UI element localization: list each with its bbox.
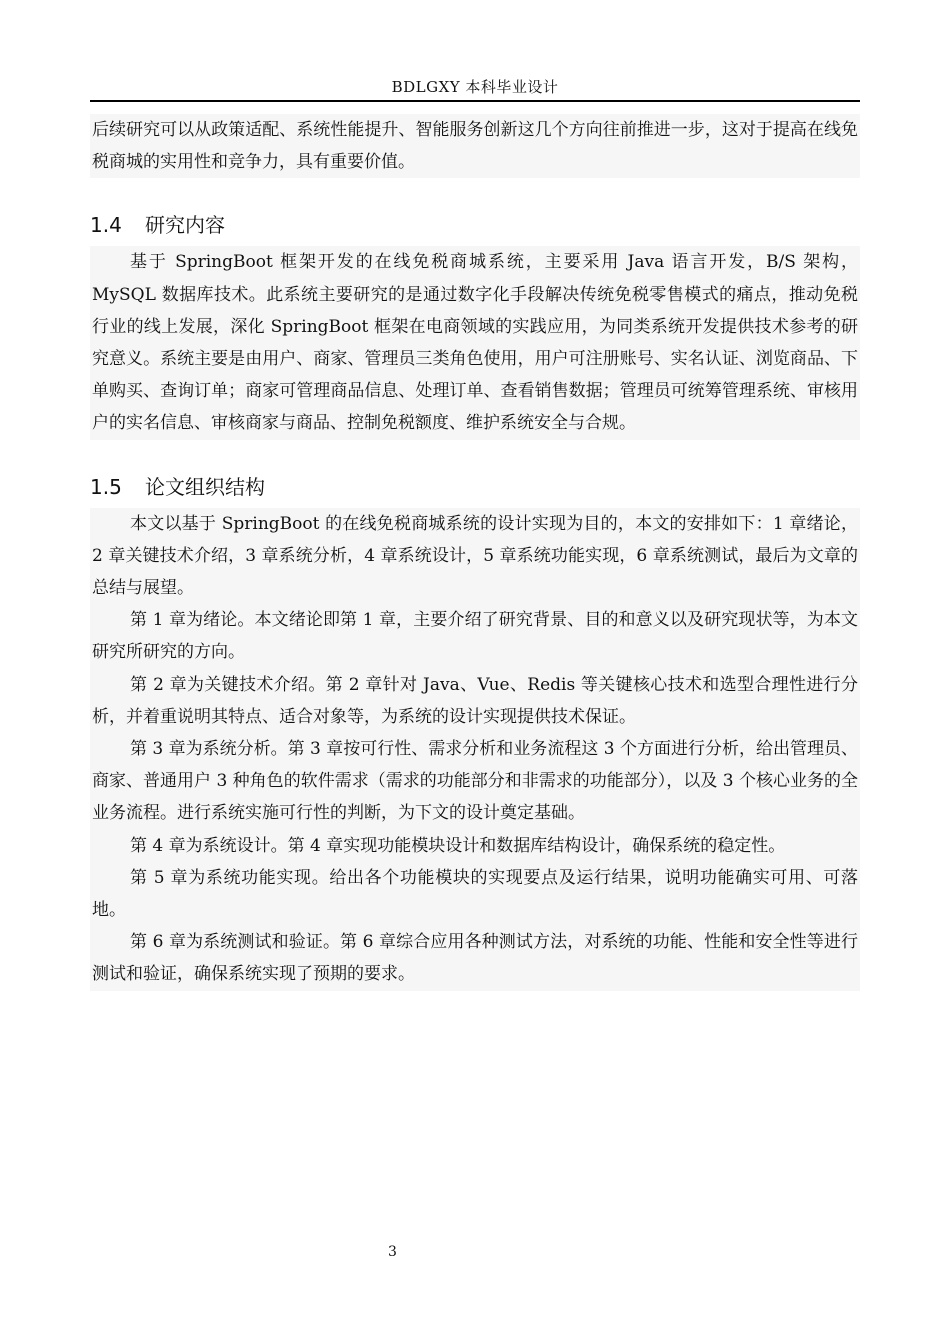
section-gap [90, 440, 860, 466]
body-paragraph: 基于 SpringBoot 框架开发的在线免税商城系统，主要采用 Java 语言开发，B/S 架构，MySQL 数据库技术。此系统主要研究的是通过数字化手段解决传统免税零售模式的痛点，推动免税行业的线上发展，深化 SpringBoot 框架在电商领域的实践应用，为同类系统开发提供技术参考的研究意义。系统主要是由用户、商家、管理员三类角色使用，用户可注册账号、实名认证、浏览商品、下单购买、查询订单；商家可管理商品信息、处理订单、查看销售数据；管理员可统筹管理系统、审核用户的实名信息、审核商家与商品、控制免税额度、维护系统安全与合规。 [92, 252, 858, 434]
section-1-5-body [90, 508, 860, 991]
section-number: 1.5 [90, 474, 122, 499]
page-content [90, 114, 860, 991]
page-header: BDLGXY 本科毕业设计 [391, 78, 559, 96]
header-divider [90, 100, 860, 102]
section-heading-1-4 [90, 204, 860, 246]
body-paragraph: 第 6 章为系统测试和验证。第 6 章综合应用各种测试方法，对系统的功能、性能和安全性等进行测试和验证，确保系统实现了预期的要求。 [92, 932, 858, 985]
section-title: 论文组织结构 [145, 474, 265, 499]
intro-continuation-block [90, 114, 860, 178]
body-paragraph: 第 5 章为系统功能实现。给出各个功能模块的实现要点及运行结果，说明功能确实可用、可落地。 [92, 867, 858, 921]
section-number: 1.4 [90, 213, 122, 238]
section-title: 研究内容 [145, 213, 225, 238]
section-heading-1-5 [90, 466, 860, 508]
section-gap [90, 178, 860, 204]
body-paragraph: 第 3 章为系统分析。第 3 章按可行性、需求分析和业务流程这 3 个方面进行分析，给出管理员、商家、普通用户 3 种角色的软件需求（需求的功能部分和非需求的功能部分），以及 3 个核心业务的全业务流程。进行系统实施可行性的判断，为下文的设计奠定基础。 [92, 739, 858, 824]
body-paragraph: 第 4 章为系统设计。第 4 章实现功能模块设计和数据库结构设计，确保系统的稳定性。 [130, 835, 786, 856]
body-paragraph: 第 2 章为关键技术介绍。第 2 章针对 Java、Vue、Redis 等关键核心技术和选型合理性进行分析，并着重说明其特点、适合对象等，为系统的设计实现提供技术保证。 [92, 674, 858, 727]
body-paragraph: 第 1 章为绪论。本文绪论即第 1 章，主要介绍了研究背景、目的和意义以及研究现状等，为本文研究所研究的方向。 [92, 610, 858, 663]
section-1-4-body [90, 246, 860, 439]
body-paragraph: 后续研究可以从政策适配、系统性能提升、智能服务创新这几个方向往前推进一步，这对于提高在线免税商城的实用性和竞争力，具有重要价值。 [92, 120, 858, 173]
body-paragraph: 本文以基于 SpringBoot 的在线免税商城系统的设计实现为目的，本文的安排如下：1 章绪论，2 章关键技术介绍，3 章系统分析，4 章系统设计，5 章系统功能实现，6 章系统测试，最后为文章的总结与展望。 [92, 513, 858, 599]
page-number: 3 [388, 1244, 397, 1260]
